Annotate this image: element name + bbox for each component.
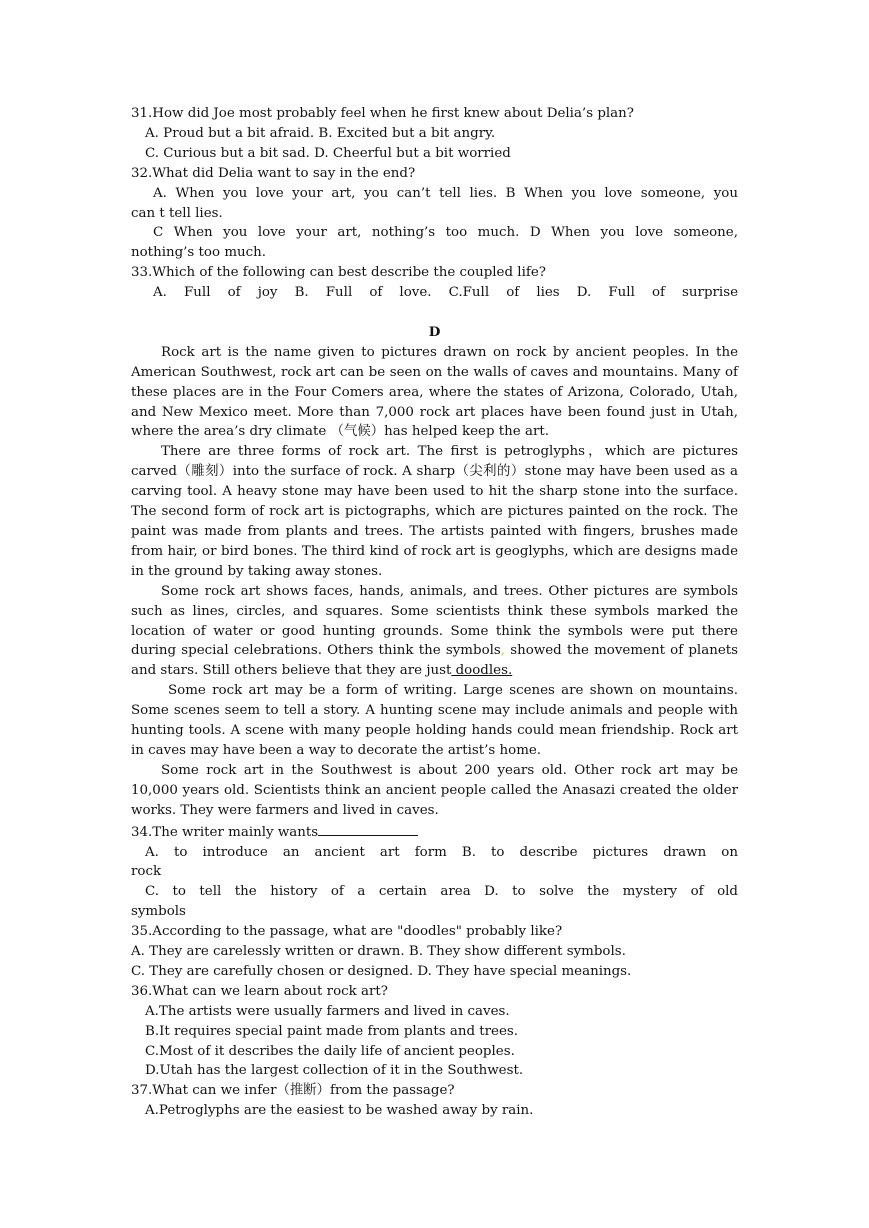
q35-options-ab: A. They are carelessly written or drawn. B. They show different symbols. <box>131 944 626 960</box>
q32-options-cd-line2: nothing’s too much. <box>131 245 267 261</box>
passage-paragraph-4: Some rock art may be a form of writing. Large scenes are shown on mountains. Some scenes seem to tell a story. A hunting scene may include animals and people with hunting tools. A scene with many people holding hands could mean friendship. Rock art in caves may have been a way to decorate the artist’s home. <box>131 683 738 758</box>
q35-options-cd: C. They are carefully chosen or designed. D. They have special meanings. <box>131 963 632 979</box>
q31-options-ab: A. Proud but a bit afraid. B. Excited but a bit angry. <box>145 125 496 141</box>
q31-options-cd: C. Curious but a bit sad. D. Cheerful but a bit worried <box>145 145 511 161</box>
q33-options: A. Full of joy B. Full of love. C.Full of lies D. Full of surprise <box>153 285 738 301</box>
q32-options-ab-line2: can t tell lies. <box>131 205 223 221</box>
q32-options-ab-line1: A. When you love your art, you can’t tell lies. B When you love someone, you <box>153 185 738 201</box>
q36-option-a: A.The artists were usually farmers and lived in caves. <box>145 1003 510 1019</box>
q33-stem: 33.Which of the following can best describe the coupled life? <box>131 265 546 281</box>
q36-option-b: B.It requires special paint made from plants and trees. <box>145 1023 519 1039</box>
q36-option-d: D.Utah has the largest collection of it in the Southwest. <box>145 1063 524 1079</box>
passage-paragraph-5: Some rock art in the Southwest is about 200 years old. Other rock art may be 10,000 years old. Scientists think an ancient people called the Anasazi created the older works. They were farmers and lived in caves. <box>131 762 738 818</box>
q37-option-a: A.Petroglyphs are the easiest to be washed away by rain. <box>145 1103 534 1119</box>
q31-stem: 31.How did Joe most probably feel when he first knew about Delia’s plan? <box>131 106 634 121</box>
q34-options-cd-line2: symbols <box>131 904 186 920</box>
q36-option-c: C.Most of it describes the daily life of ancient peoples. <box>145 1043 515 1059</box>
passage-paragraph-3 <box>131 582 738 682</box>
q34-options-ab-line2: rock <box>131 864 162 880</box>
section-title: D <box>428 323 441 340</box>
spacer <box>131 303 738 323</box>
q34-options-cd-line1: C. to tell the history of a certain area D. to solve the mystery of old <box>145 884 738 900</box>
underlined-doodles: doodles. <box>451 663 513 679</box>
paragraph-3-text-b: showed the movement of planets and stars. Still others believe that they are just <box>131 643 738 679</box>
q36-stem: 36.What can we learn about rock art? <box>131 983 388 999</box>
q37-stem: 37.What can we infer（推断）from the passage? <box>131 1083 455 1099</box>
q32-stem: 32.What did Delia want to say in the end? <box>131 165 416 181</box>
passage-paragraph-1: Rock art is the name given to pictures drawn on rock by ancient peoples. In the American Southwest, rock art can be seen on the walls of caves and mountains. Many of these places are in the Four Comers area, where the states of Arizona, Colorado, Utah, and New Mexico meet. More than 7,000 rock art places have been found just in Utah, where the area’s dry climate （气候）has helped keep the art. <box>131 344 738 440</box>
highlight-mark: , <box>500 643 506 659</box>
q34-stem <box>131 821 738 843</box>
paragraph-3-text-a: Some rock art shows faces, hands, animals, and trees. Other pictures are symbols such as lines, circles, and squares. Some scientists think these symbols marked the location of water or good hunting grounds. Some think the symbols were put there during special celebrations. Others think the symbols <box>131 583 738 659</box>
answer-blank <box>318 821 418 836</box>
q35-stem: 35.According to the passage, what are "doodles" probably like? <box>131 924 563 940</box>
q34-stem-text: 34.The writer mainly wants <box>131 824 319 840</box>
q32-options-cd-line1: C When you love your art, nothing’s too much. D When you love someone, <box>153 225 738 241</box>
exam-page <box>131 104 738 1121</box>
q34-options-ab-line1: A. to introduce an ancient art form B. to describe pictures drawn on <box>145 844 738 860</box>
passage-paragraph-2: There are three forms of rock art. The first is petroglyphs，which are pictures carved（雕刻）into the surface of rock. A sharp（尖利的）stone may have been used as a carving tool. A heavy stone may have been used to hit the sharp stone into the surface. The second form of rock art is pictographs, which are pictures painted on the rock. The paint was made from plants and trees. The artists painted with fingers, brushes made from hair, or bird bones. The third kind of rock art is geoglyphs, which are designs made in the ground by taking away stones. <box>131 444 738 579</box>
